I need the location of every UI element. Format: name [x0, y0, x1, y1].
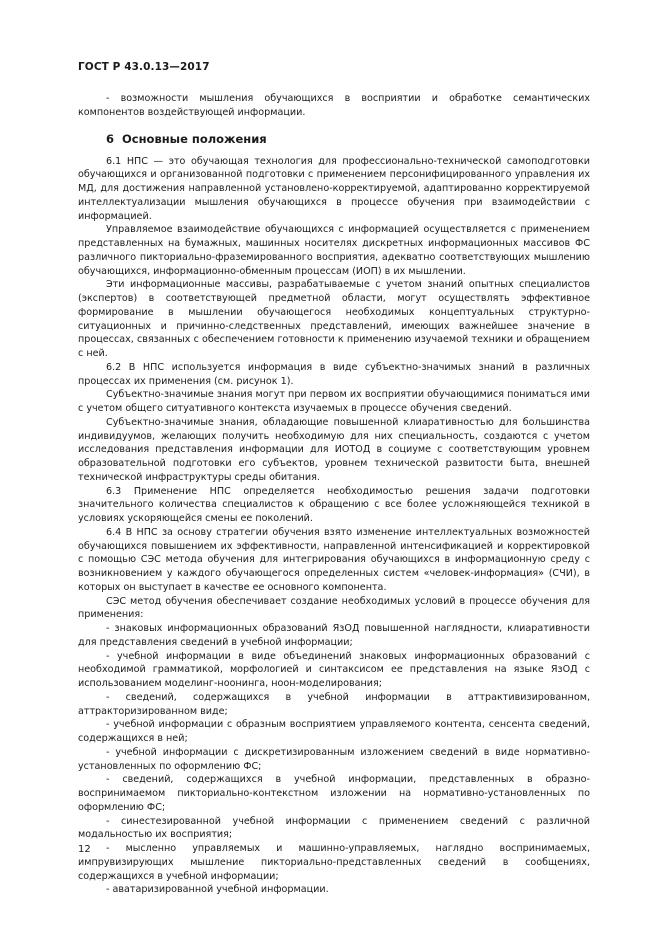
paragraph: Субъектно-значимые знания, обладающие повышенной клиаративностью для большинства индивидуумов, желающих получить необходимую для них специальность, создаются с учетом исследования представления информации для ИОТОД в социуме с соответствующим уровнем образовательной подготовки его субъектов, уровнем технической развитости быта, внешней технической инфраструктуры среды обитания. [78, 416, 590, 483]
document-header: ГОСТ Р 43.0.13—2017 [78, 61, 210, 73]
page-number: 12 [78, 844, 91, 855]
list-item: - сведений, содержащихся в учебной информации в аттрактивизированном, аттракторизированном виде; [78, 691, 590, 717]
paragraph-6-4: 6.4 В НПС за основу стратегии обучения взято изменение интеллектуальных возможностей обучающихся повышением их эффективности, направленной интенсификацией и корректировкой с помощью СЭС метода обучения для интегрирования обучающихся в информационную среду с возникновением у каждого обучающегося определенных систем «человек-информация» (СЧИ), в которых он выступает в качестве ее основного компонента. [78, 526, 590, 593]
paragraph: Субъектно-значимые знания могут при первом их восприятии обучающимися пониматься ими с учетом общего ситуативного контекста изучаемых в процессе обучения сведений. [78, 389, 590, 414]
list-item: - учебной информации с дискретизированным изложением сведений в виде нормативно-установленных по оформлению ФС; [78, 746, 590, 772]
section-title: Основные положения [122, 131, 267, 146]
paragraph: СЭС метод обучения обеспечивает создание необходимых условий в процессе обучения для применения: [78, 595, 590, 621]
list-item: - знаковых информационных образований ЯзОД повышенной наглядности, клиаративности для представления сведений в учебной информации; [78, 623, 590, 648]
list-item: - учебной информации с образным восприятием управляемого контента, сенсента сведений, содержащихся в ней; [78, 719, 590, 744]
list-item: - сведений, содержащихся в учебной информации, представленных в образно-воспринимаемом пикториально-контекстном изложении на нормативно-установленных по оформлению ФС; [78, 774, 590, 813]
list-item: - аватаризированной учебной информации. [106, 884, 329, 896]
paragraph-6-2: 6.2 В НПС используется информация в виде субъектно-значимых знаний в различных процессах их применения (см. рисунок 1). [78, 361, 590, 387]
document-body [78, 92, 590, 897]
paragraph: Эти информационные массивы, разрабатываемые с учетом знаний опытных специалистов (экспертов) в соответствующей предметной области, могут осуществлять эффективное формирование в мышлении обучающегося необходимых концептуальных структурно-ситуационных и причинно-следственных представлений, имеющих важнейшее значение в процессах, связанных с обеспечением готовности к применению изучаемой техники и обращением с ней. [78, 279, 590, 359]
paragraph: Управляемое взаимодействие обучающихся с информацией осуществляется с применением представленных на бумажных, машинных носителях дискретных информационных массивов ФС различного пикториально-фраземированного восприятия, адекватно соответствующих мышлению обучающихся, информационно-обменным процессам (ИОП) в их мышлении. [78, 224, 590, 277]
section-number: 6 [106, 131, 115, 146]
paragraph-6-1: 6.1 НПС — это обучающая технология для профессионально-технической самоподготовки обучающихся и организованной подготовки с применением персонифицированного управления их МД, для достижения направленной установлено-корректируемой, адаптированно корректируемой интеллектуализации мышления обучающихся в процессе обучения при взаимодействии с информацией. [78, 155, 590, 222]
list-item: - синестезированной учебной информации с применением сведений с различной модальностью их восприятия; [78, 815, 590, 841]
section-heading [78, 131, 590, 147]
paragraph-6-3: 6.3 Применение НПС определяется необходимостью решения задачи подготовки значительного количества специалистов к обращению с все более усложняющейся техникой в условиях ускоряющейся смены ее поколений. [78, 485, 590, 524]
list-item: - учебной информации в виде объединений знаковых информационных образований с необходимой грамматикой, морфологией и синтаксисом ее представления на языке ЯзОД с использованием моделинг-ноонинга, ноон-моделирования; [78, 650, 590, 689]
list-item: - мысленно управляемых и машинно-управляемых, наглядно воспринимаемых, импрувизирующих мышление пикториально-представленных сведений в сообщениях, содержащихся в учебной информации; [78, 843, 590, 882]
intro-list-item: - возможности мышления обучающихся в восприятии и обработке семантических компонентов воздействующей информации. [78, 93, 590, 118]
